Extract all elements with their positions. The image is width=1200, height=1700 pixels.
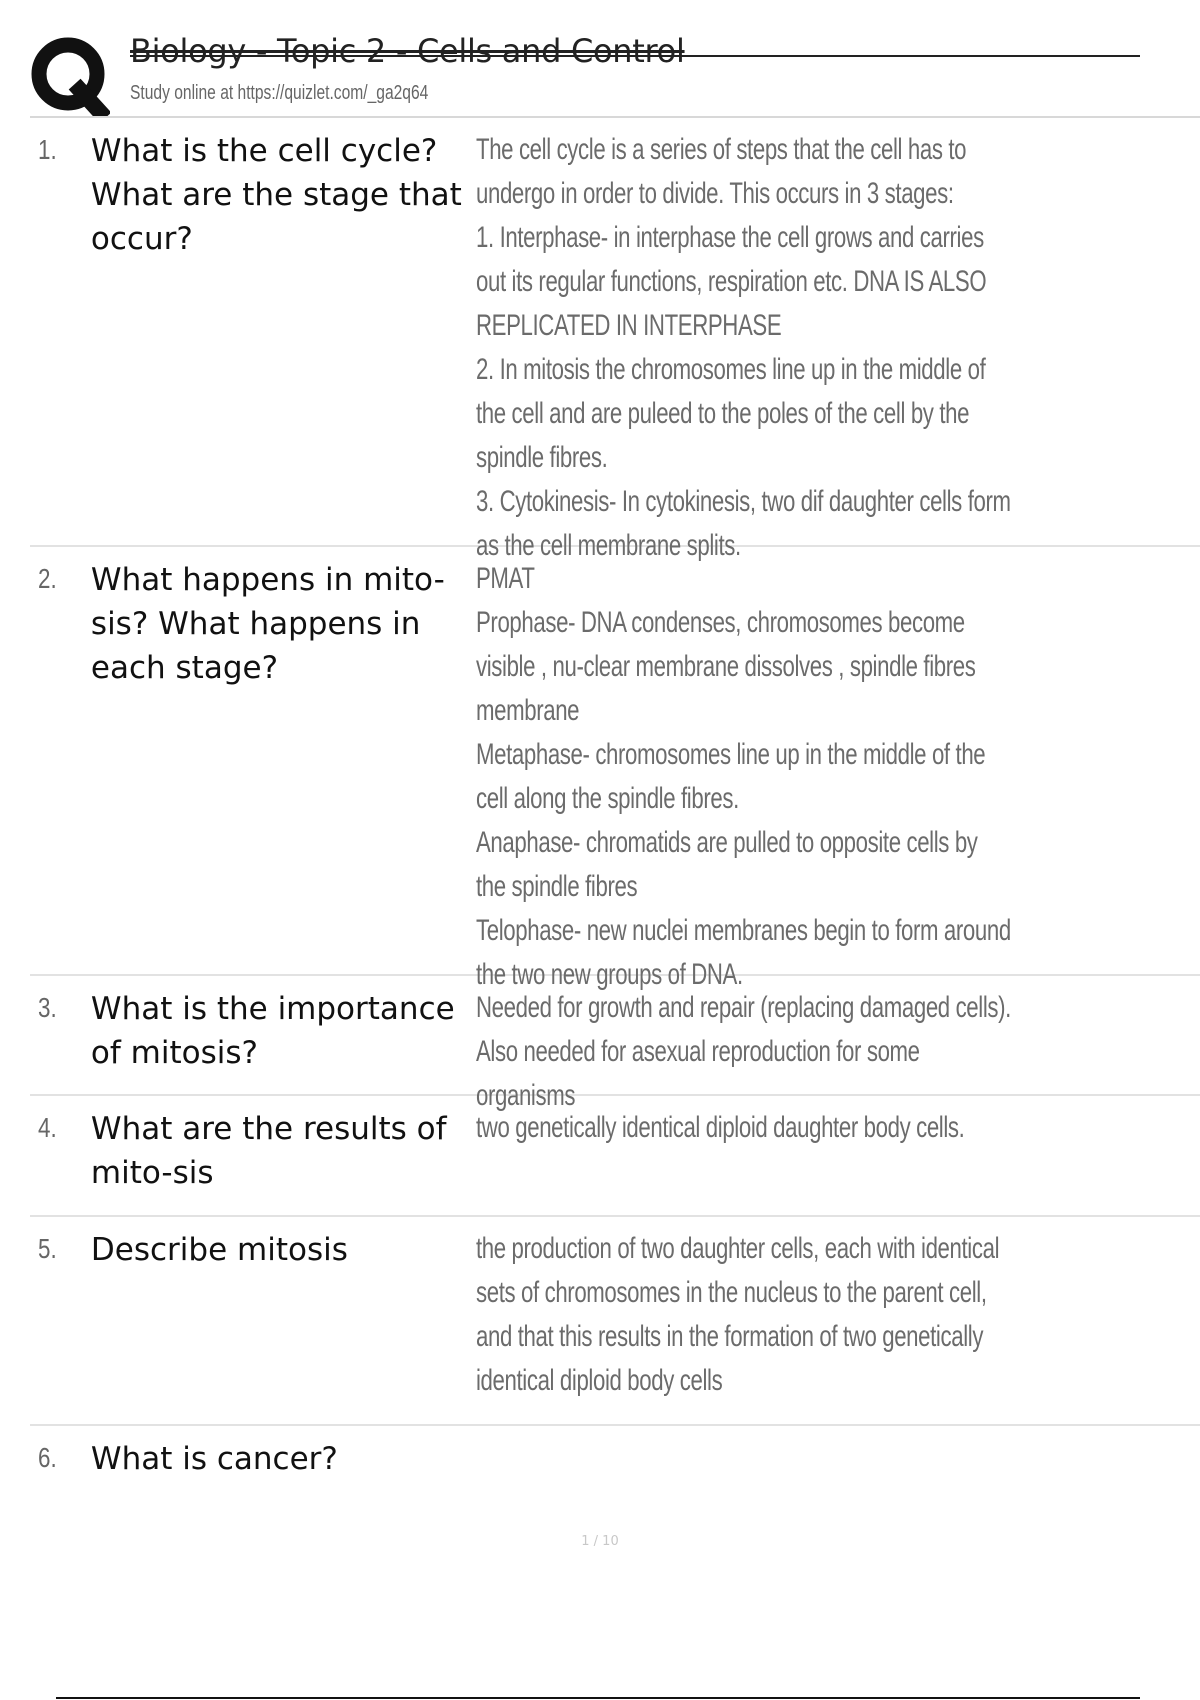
card-term: What is the importance of mitosis? — [90, 991, 455, 1071]
quizlet-logo-icon — [30, 34, 110, 118]
flashcard-row — [30, 1426, 1200, 1516]
card-number: 4. — [38, 1112, 57, 1143]
card-term: What is the cell cycle? What are the stage that occur? — [90, 133, 462, 257]
card-definition: PMAT Prophase- DNA condenses, chromosomes become visible , nu-clear membrane dissolves , spindle fibres membrane Metaphase- chromosomes line up in the middle of the cell along the spindle fibres. Anaphase- chromatids are pulled to opposite cells by the spindle fibres Telophase- new nuclei membranes begin to form around the two new groups of DNA. — [476, 562, 1012, 991]
flashcard-row — [30, 118, 1200, 562]
flashcard-row — [30, 1096, 1200, 1217]
card-definition: Needed for growth and repair (replacing damaged cells). Also needed for asexual reproduction for some organisms — [476, 991, 1012, 1112]
document-header — [30, 28, 1140, 118]
flashcard-row — [30, 547, 1200, 991]
card-number: 1. — [38, 134, 57, 165]
card-number: 3. — [38, 992, 57, 1023]
card-term: What is cancer? — [90, 1441, 338, 1477]
document-title: Biology - Topic 2 - Cells and Control — [130, 32, 685, 70]
card-definition — [476, 1436, 1011, 1496]
footer-rule — [56, 1697, 1140, 1699]
flashcard-row — [30, 976, 1200, 1112]
card-term: What happens in mito-sis? What happens in each stage? — [90, 562, 445, 686]
card-definition: two genetically identical diploid daughter body cells. — [476, 1111, 965, 1144]
card-term: Describe mitosis — [90, 1232, 348, 1268]
flashcard-row — [30, 1217, 1200, 1426]
card-number: 6. — [38, 1442, 57, 1473]
study-online-link[interactable]: Study online at https://quizlet.com/_ga2q64 — [130, 82, 429, 104]
card-definition: the production of two daughter cells, each with identical sets of chromosomes in the nucleus to the parent cell, and that this results in the formation of two genetically identical diploid body cells — [476, 1232, 1000, 1397]
card-number: 2. — [38, 563, 57, 594]
card-term: What are the results of mito-sis — [90, 1111, 447, 1191]
flashcard-list — [30, 118, 1200, 1516]
page-number: 1 / 10 — [581, 1534, 619, 1549]
card-number: 5. — [38, 1233, 57, 1264]
card-definition: The cell cycle is a series of steps that the cell has to undergo in order to divide. This occurs in 3 stages: 1. Interphase- in interphase the cell grows and carries out its regular functions, respiration etc. DNA IS ALSO REPLICATED IN INTERPHASE 2. In mitosis the chromosomes line up in the middle of the cell and are puleed to the poles of the cell by the spindle fibres. 3. Cytokinesis- In cytokinesis, two dif daughter cells form as the cell membrane splits. — [476, 133, 1012, 562]
